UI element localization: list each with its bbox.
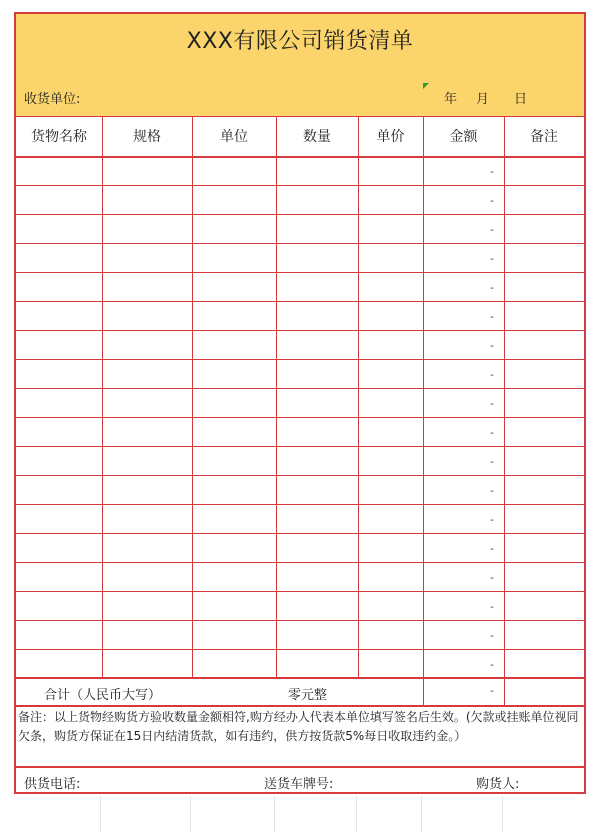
column-header-amount: 金额 [449, 129, 478, 145]
spreadsheet-gridline [421, 796, 422, 833]
row-amount: - [490, 310, 494, 323]
row-separator [16, 359, 584, 360]
row-amount: - [490, 252, 494, 265]
row-separator [16, 417, 584, 418]
column-header-unit: 单位 [220, 129, 248, 145]
row-amount: - [490, 600, 494, 613]
row-amount: - [490, 223, 494, 236]
spreadsheet-gridline [190, 796, 191, 833]
date-month: 月 [476, 92, 490, 107]
row-amount: - [490, 658, 494, 671]
row-separator [16, 649, 584, 650]
row-separator [16, 591, 584, 592]
row-amount: - [490, 165, 494, 178]
column-header-quantity: 数量 [303, 129, 331, 145]
spreadsheet-gridline [502, 796, 503, 833]
row-separator [16, 272, 584, 273]
receiver-label: 收货单位: [24, 92, 81, 107]
row-amount: - [490, 194, 494, 207]
spreadsheet-gridline [356, 796, 357, 833]
row-separator [16, 243, 584, 244]
row-separator [16, 475, 584, 476]
row-amount: - [490, 513, 494, 526]
row-separator [16, 533, 584, 534]
date-year: 年 [444, 92, 458, 107]
grid-vline [358, 117, 359, 678]
row-amount: - [490, 455, 494, 468]
grid-vline [276, 117, 277, 678]
column-header-unit-price: 单价 [376, 129, 405, 145]
date-day: 日 [514, 92, 528, 107]
row-separator [16, 301, 584, 302]
buyer-label: 购货人: [476, 777, 520, 792]
row-separator [16, 446, 584, 447]
row-separator [16, 562, 584, 563]
row-amount: - [490, 397, 494, 410]
header-separator [16, 156, 584, 158]
spreadsheet-gridline [274, 796, 275, 833]
column-header-spec: 规格 [133, 129, 161, 145]
total-row-bottom-line [16, 705, 584, 707]
row-amount: - [490, 339, 494, 352]
row-amount: - [490, 629, 494, 642]
grid-vline [192, 117, 193, 678]
total-amount: - [490, 684, 494, 697]
total-amount-words: 零元整 [288, 688, 328, 703]
vehicle-plate-label: 送货车牌号: [264, 777, 334, 792]
spreadsheet-gridline [100, 796, 101, 833]
row-separator [16, 185, 584, 186]
total-row-top-line [16, 677, 584, 679]
document-title: XXX有限公司销货清单 [186, 29, 414, 54]
row-separator [16, 330, 584, 331]
terms-note: 备注：以上货物经购货方验收数量金额相符,购方经办人代表本单位填写签名后生效。(欠款或挂账单位视同欠条，购货方保证在15日内结清货款，如有违约，供方按货款5%每日收取违约金。） [18, 710, 579, 743]
total-label: 合计（人民币大写） [44, 688, 162, 703]
row-separator [16, 504, 584, 505]
column-header-goods-name: 货物名称 [31, 129, 87, 145]
grid-vline [102, 117, 103, 678]
cell-comment-marker-icon [423, 83, 429, 89]
row-amount: - [490, 368, 494, 381]
row-amount: - [490, 426, 494, 439]
column-header-remarks: 备注 [530, 129, 558, 145]
row-separator [16, 388, 584, 389]
grid-vline [504, 117, 505, 706]
footer-top-line [16, 766, 584, 768]
sales-list-sheet [14, 12, 586, 794]
row-amount: - [490, 571, 494, 584]
row-separator [16, 214, 584, 215]
row-amount: - [490, 484, 494, 497]
row-amount: - [490, 542, 494, 555]
row-separator [16, 620, 584, 621]
document-header [16, 14, 584, 117]
supplier-phone-label: 供货电话: [24, 777, 81, 792]
row-amount: - [490, 281, 494, 294]
